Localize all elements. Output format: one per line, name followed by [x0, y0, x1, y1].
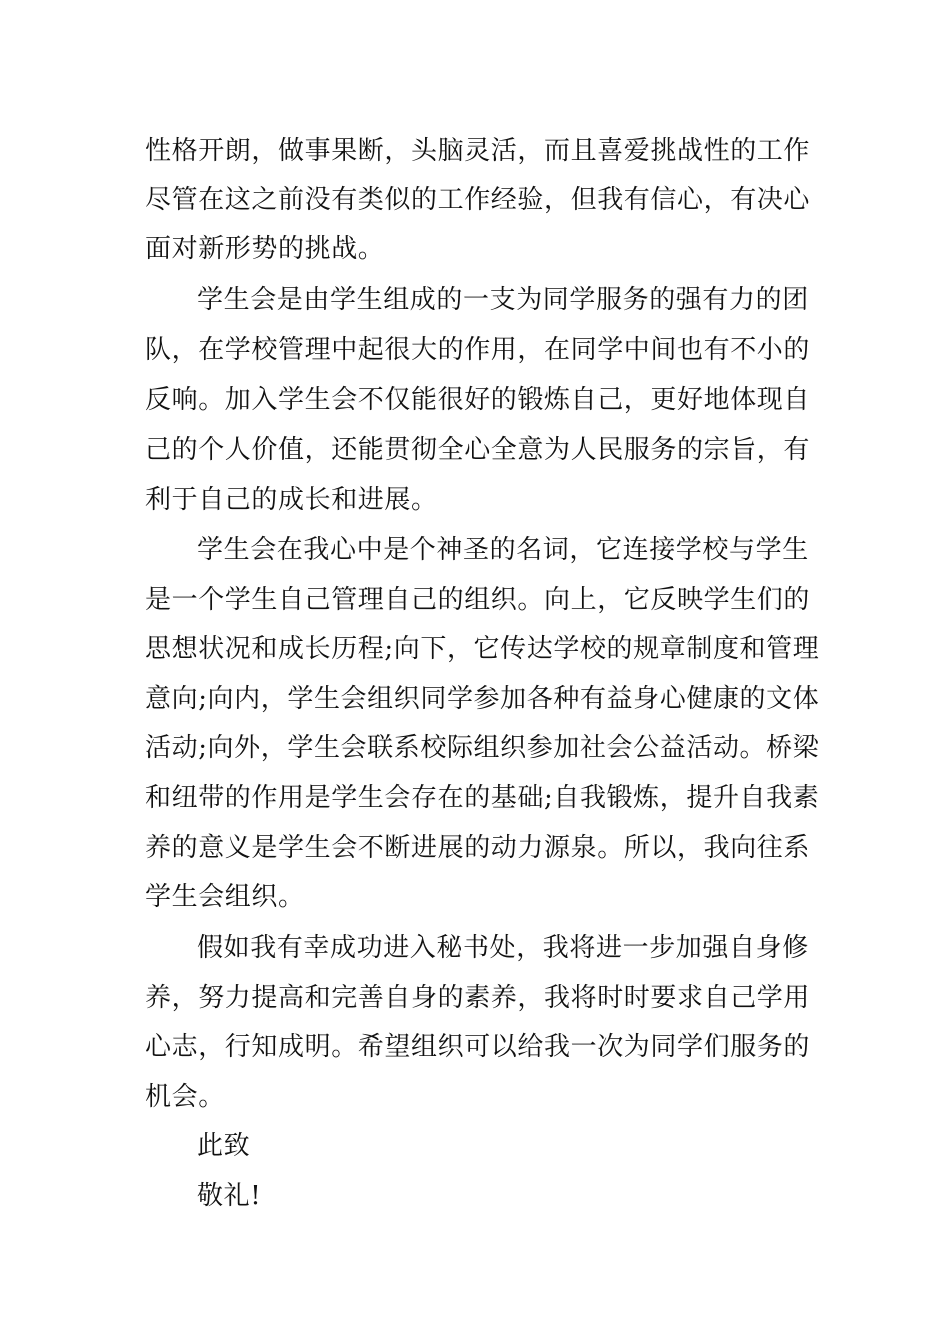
paragraph-first-line: 假如我有幸成功进入秘书处，我将进一步加强自身修	[197, 933, 809, 963]
text-line: 活动;向外，学生会联系校际组织参加社会公益活动。桥梁	[145, 733, 820, 763]
text-line: 养的意义是学生会不断进展的动力源泉。所以，我向往系	[145, 833, 811, 863]
text-line: 利于自己的成长和进展。	[145, 485, 438, 515]
text-line: 队，在学校管理中起很大的作用，在同学中间也有不小的	[145, 335, 811, 365]
text-line: 是一个学生自己管理自己的组织。向上，它反映学生们的	[145, 585, 811, 615]
text-line: 意向;向内，学生会组织同学参加各种有益身心健康的文体	[145, 684, 820, 714]
closing-regards: 敬礼!	[197, 1181, 262, 1211]
text-line: 思想状况和成长历程;向下，它传达学校的规章制度和管理	[145, 634, 820, 664]
text-line: 反响。加入学生会不仅能很好的锻炼自己，更好地体现自	[145, 385, 811, 415]
closing-salutation: 此致	[197, 1131, 251, 1161]
text-line: 尽管在这之前没有类似的工作经验，但我有信心，有决心	[145, 185, 811, 215]
text-line: 学生会组织。	[145, 882, 305, 912]
text-line: 养，努力提高和完善自身的素养，我将时时要求自己学用	[145, 983, 811, 1013]
paragraph-first-line: 学生会是由学生组成的一支为同学服务的强有力的团	[197, 285, 809, 315]
text-line: 性格开朗，做事果断，头脑灵活，而且喜爱挑战性的工作	[145, 136, 811, 166]
text-line: 和纽带的作用是学生会存在的基础;自我锻炼，提升自我素	[145, 783, 820, 813]
paragraph-first-line: 学生会在我心中是个神圣的名词，它连接学校与学生	[197, 535, 809, 565]
text-line: 机会。	[145, 1082, 225, 1112]
text-line: 己的个人价值，还能贯彻全心全意为人民服务的宗旨，有	[145, 435, 811, 465]
text-line: 面对新形势的挑战。	[145, 234, 385, 264]
text-line: 心志，行知成明。希望组织可以给我一次为同学们服务的	[145, 1032, 811, 1062]
